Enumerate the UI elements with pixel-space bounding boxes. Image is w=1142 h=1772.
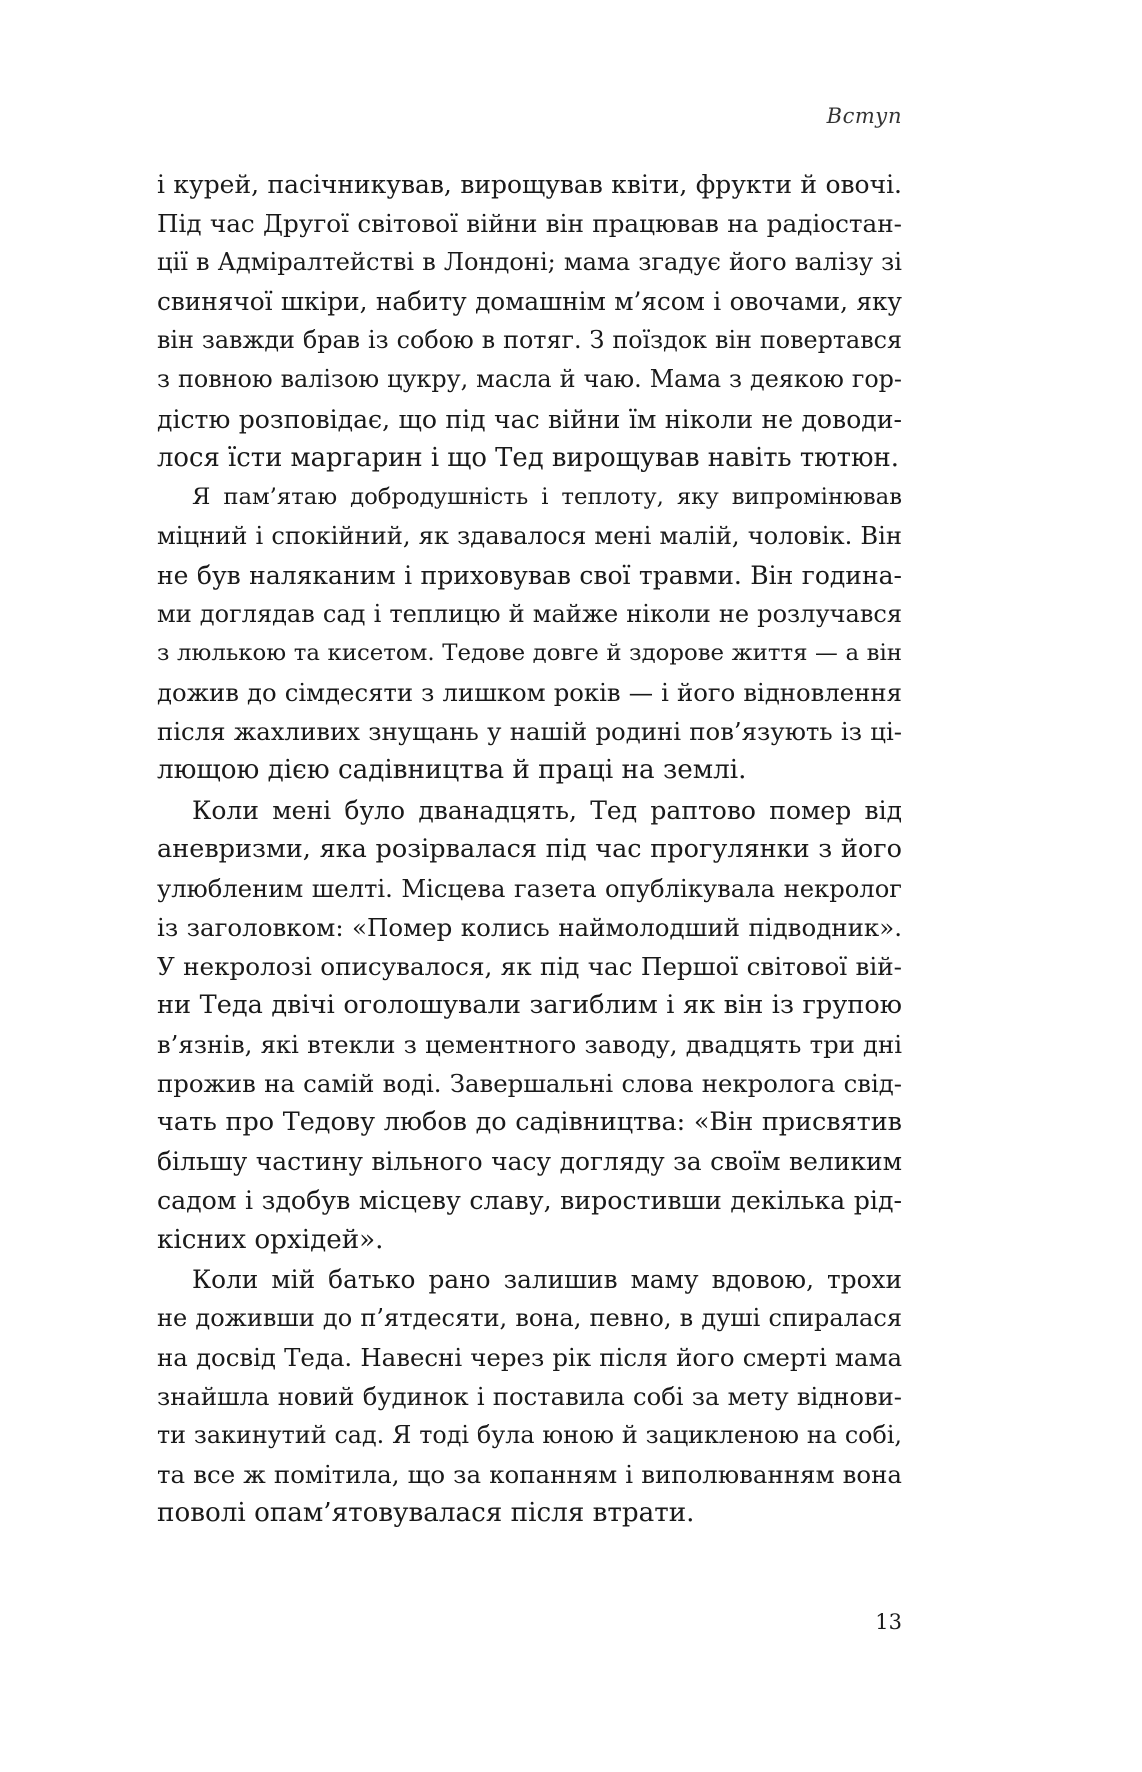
text-line: міцний і спокійний, як здавалося мені малій, чоловік. Він [157,521,902,550]
paragraph-2 [157,478,902,791]
paragraph-3 [157,791,902,1260]
text-line: Коли мій батько рано залишив маму вдовою, трохи [192,1264,902,1294]
paragraph-1 [157,165,902,478]
text-line: Коли мені було дванадцять, Тед раптово помер від [192,795,902,825]
text-line: улюбленим шелті. Місцева газета опублікувала некролог [157,873,902,903]
text-line: лося їсти маргарин і що Тед вирощував навіть тютюн. [157,442,899,473]
text-line: на досвід Теда. Навесні через рік після його смерті мама [157,1342,902,1372]
page-number: 13 [875,1610,902,1634]
text-line: та все ж помітила, що за копанням і виполюванням вона [157,1460,902,1490]
text-line: аневризми, яка розірвалася під час прогулянки з його [157,833,902,864]
text-line: не був наляканим і приховував свої травми. Він година- [157,560,902,590]
text-line: після жахливих знущань у нашій родині пов’язують із ці- [157,717,902,747]
text-line: не доживши до п’ятдесяти, вона, певно, в душі спиралася [157,1303,902,1332]
text-line: ни Теда двічі оголошували загиблим і як він із групою [157,989,902,1020]
body-text [157,165,902,1533]
text-line: дістю розповідає, що під час війни їм ніколи не доводи- [157,404,902,434]
text-line: з люлькою та кисетом. Тедове довге й здорове життя — а він [157,640,902,667]
text-line: ції в Адміралтействі в Лондоні; мама згадує його валізу зі [157,248,902,277]
text-line: Під час Другої світової війни він працював на радіостан- [157,209,902,239]
text-line: Я пам’ятаю добродушність і теплоту, яку випромінював [192,483,902,510]
text-line: лющою дією садівництва й праці на землі. [157,755,747,786]
text-line: більшу частину вільного часу догляду за своїм великим [157,1147,902,1177]
text-line: поволі опам’ятовувалася після втрати. [157,1498,695,1529]
text-line: дожив до сімдесяти з лишком років — і його відновлення [157,678,902,708]
text-line: кісних орхідей». [157,1224,384,1255]
text-line: ти закинутий сад. Я тоді була юною й зацикленою на собі, [157,1421,902,1449]
text-line: У некролозі описувалося, як під час Першої світової вій- [157,951,902,981]
text-line: з повною валізою цукру, масла й чаю. Мама з деякою гор- [157,365,902,394]
text-line: в’язнів, які втекли з цементного заводу, двадцять три дні [157,1030,902,1060]
text-line: свинячої шкіри, набиту домашнім м’ясом і овочами, яку [157,287,902,317]
text-line: і курей, пасічникував, вирощував квіти, фрукти й овочі. [157,170,902,199]
text-line: чать про Тедову любов до садівництва: «Він присвятив [157,1107,902,1138]
text-line: прожив на самій воді. Завершальні слова некролога свід- [157,1069,902,1099]
running-header: Вступ [826,104,902,128]
text-line: знайшла новий будинок і поставила собі за мету віднови- [157,1381,902,1411]
text-line: ми доглядав сад і теплицю й майже ніколи не розлучався [157,600,902,629]
text-line: садом і здобув місцеву славу, виростивши декілька рід- [157,1186,902,1216]
text-line: із заголовком: «Помер колись наймолодший підводник». [157,912,902,942]
paragraph-4 [157,1260,902,1534]
text-line: він завжди брав із собою в потяг. З поїздок він повертався [157,326,902,355]
